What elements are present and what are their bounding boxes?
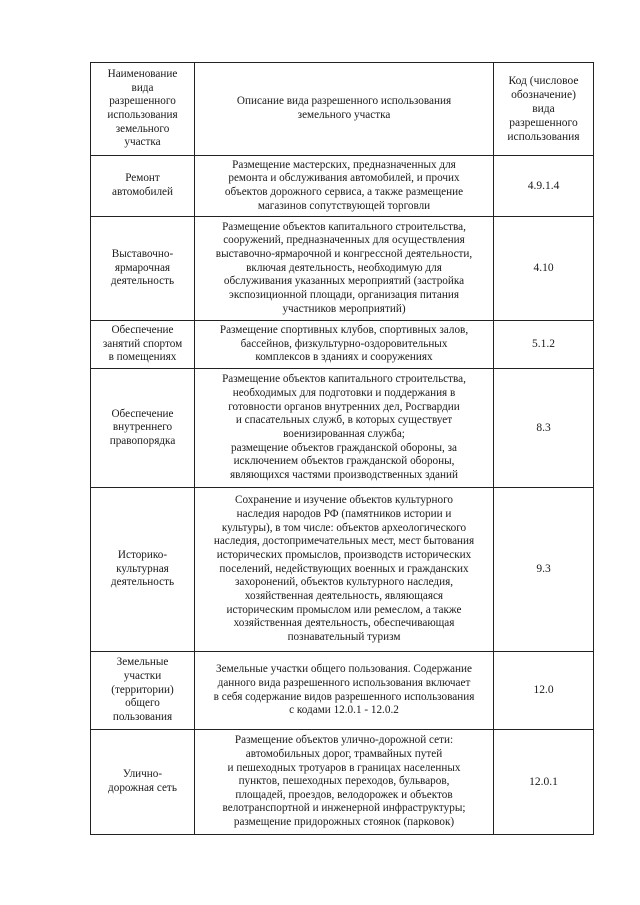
row-description: Размещение объектов капитального строительства, необходимых для подготовки и поддержания в готовности органов внутренних дел, Росгвардии и спасательных служб, в которых существует военизированная служба; размещение объектов гражданской обороны, за исключением объектов гражданской обороны, являющихся частями производственных зданий — [195, 369, 494, 488]
row-description: Размещение объектов капитального строительства, сооружений, предназначенных для осуществления выставочно-ярмарочной и конгрессной деятельности, включая деятельность, необходимую для обслуживания указанных мероприятий (застройка экспозиционной площади, организация питания участников мероприятий) — [195, 217, 494, 321]
row-code: 12.0.1 — [494, 730, 594, 835]
table-row — [91, 488, 594, 652]
table-row — [91, 156, 594, 217]
table-row — [91, 369, 594, 488]
table-row — [91, 217, 594, 321]
row-name: Историко- культурная деятельность — [91, 488, 195, 652]
row-description: Размещение спортивных клубов, спортивных залов, бассейнов, физкультурно-оздоровительных комплексов в зданиях и сооружениях — [195, 321, 494, 369]
header-code: Код (числовое обозначение) вида разрешенного использования — [494, 63, 594, 156]
table-header-row — [91, 63, 594, 156]
row-description: Размещение мастерских, предназначенных для ремонта и обслуживания автомобилей, и прочих объектов дорожного сервиса, а также размещение магазинов сопутствующей торговли — [195, 156, 494, 217]
row-code: 5.1.2 — [494, 321, 594, 369]
row-name: Обеспечение внутреннего правопорядка — [91, 369, 195, 488]
row-code: 9.3 — [494, 488, 594, 652]
row-description: Сохранение и изучение объектов культурного наследия народов РФ (памятников истории и культуры), в том числе: объектов археологического наследия, достопримечательных мест, мест бытования исторических промыслов, производств исторических поселений, недействующих военных и гражданских захоронений, объектов культурного наследия, хозяйственная деятельность, являющаяся историческим промыслом или ремеслом, а также хозяйственная деятельность, обеспечивающая познавательный туризм — [195, 488, 494, 652]
table-row — [91, 321, 594, 369]
header-name: Наименование вида разрешенного использования земельного участка — [91, 63, 195, 156]
table-row — [91, 730, 594, 835]
table-row — [91, 652, 594, 730]
row-code: 4.9.1.4 — [494, 156, 594, 217]
row-name: Земельные участки (территории) общего пользования — [91, 652, 195, 730]
row-name: Ремонт автомобилей — [91, 156, 195, 217]
row-code: 4.10 — [494, 217, 594, 321]
row-code: 12.0 — [494, 652, 594, 730]
row-name: Улично- дорожная сеть — [91, 730, 195, 835]
row-description: Размещение объектов улично-дорожной сети: автомобильных дорог, трамвайных путей и пешеходных тротуаров в границах населенных пунктов, пешеходных переходов, бульваров, площадей, проездов, велодорожек и объектов велотранспортной и инженерной инфраструктуры; размещение придорожных стоянок (парковок) — [195, 730, 494, 835]
header-description: Описание вида разрешенного использования земельного участка — [195, 63, 494, 156]
row-code: 8.3 — [494, 369, 594, 488]
row-name: Выставочно- ярмарочная деятельность — [91, 217, 195, 321]
land-use-table — [90, 62, 594, 835]
row-description: Земельные участки общего пользования. Содержание данного вида разрешенного использования включает в себя содержание видов разрешенного использования с кодами 12.0.1 - 12.0.2 — [195, 652, 494, 730]
row-name: Обеспечение занятий спортом в помещениях — [91, 321, 195, 369]
